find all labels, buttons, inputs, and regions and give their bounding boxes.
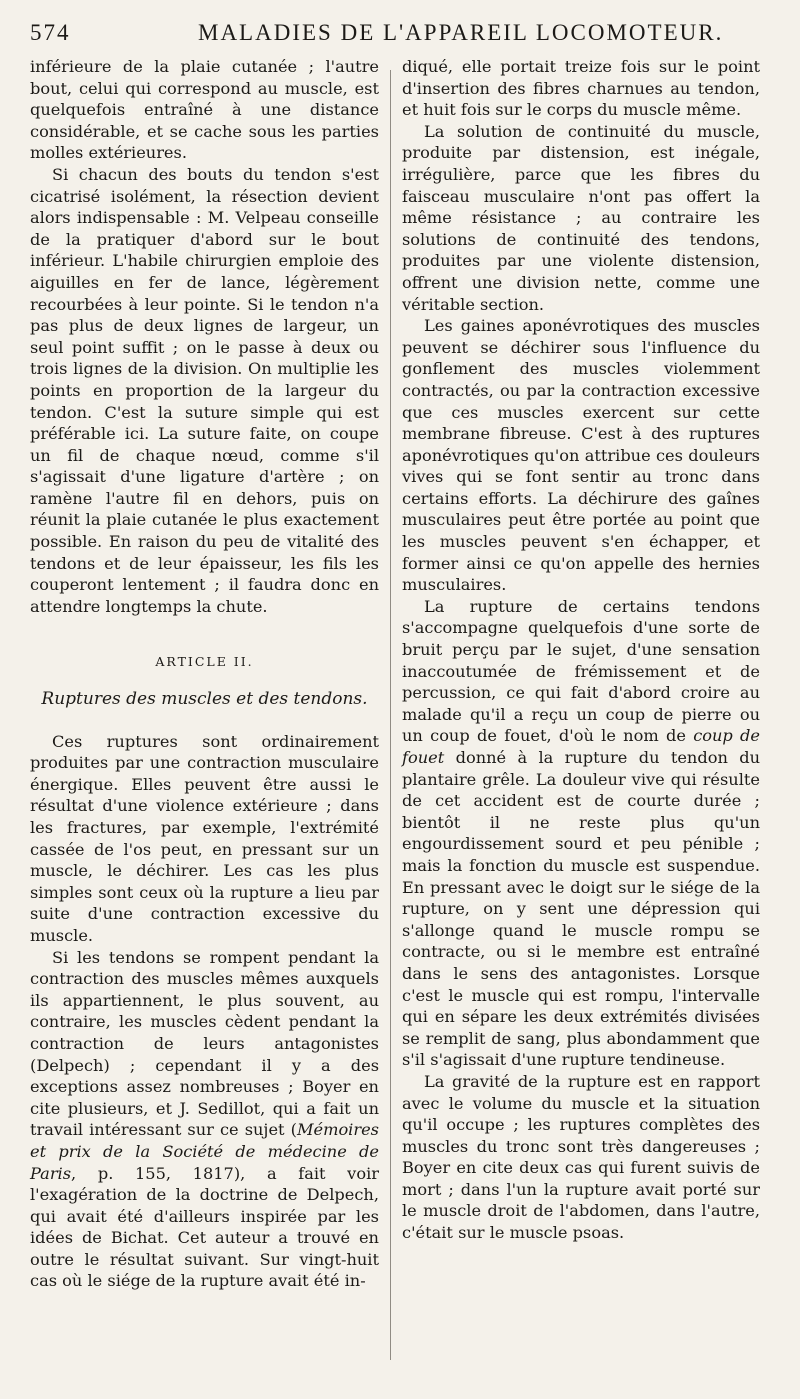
paragraph-text: , p. 155, 1817), a fait voir l'exagération de la doctrine de Delpech, qui avait été d'ailleurs inspirée par les idées de Bichat. Cet auteur a trouvé en outre le résultat suivant. Sur vingt-huit cas où le siége de la rupture avait été in- — [30, 1163, 379, 1291]
paragraph-text: donné à la rupture du tendon du plantaire grêle. La douleur vive qui résulte de cet accident est de courte durée ; bientôt il ne reste plus qu'un engourdissement sourd et peu pénible ; mais la fonction du muscle est suspendue. En pressant avec le doigt sur le siége de la rupture, on y sent une dépression qui s'allonge quand le muscle rompu se contracte, ou si le membre est entraîné dans le sens des antagonistes. Lorsque c'est le muscle qui est rompu, l'intervalle qui en sépare les deux extrémités divisées se remplit de sang, plus abondamment que s'il s'agissait d'une rupture tendineuse. — [402, 748, 760, 1070]
paragraph: inférieure de la plaie cutanée ; l'autre bout, celui qui correspond au muscle, est quelquefois entraîné à une distance considérable, et se cache sous les parties molles extérieures. — [30, 57, 379, 163]
section-title: Ruptures des muscles et des tendons. — [41, 689, 368, 710]
running-title: MALADIES DE L'APPAREIL LOCOMOTEUR. — [198, 20, 724, 45]
paragraph — [402, 596, 760, 1071]
right-column — [402, 56, 760, 1244]
page-header — [30, 20, 770, 50]
column-divider — [390, 70, 391, 1360]
paragraph: Ces ruptures sont ordinairement produites par une contraction musculaire énergique. Elles peuvent être aussi le résultat d'une violence extérieure ; dans les fractures, par exemple, l'extrémité cassée de l'os peut, en pressant sur un muscle, le déchirer. Les cas les plus simples sont ceux où la rupture a lieu par suite d'une contraction excessive du muscle. — [30, 731, 379, 945]
paragraph: diqué, elle portait treize fois sur le point d'insertion des fibres charnues au tendon, et huit fois sur le corps du muscle même. — [402, 57, 760, 120]
left-column — [30, 56, 379, 1292]
paragraph: La gravité de la rupture est en rapport avec le volume du muscle et la situation qu'il occupe ; les ruptures complètes des muscles du tronc sont très dangereuses ; Boyer en cite deux cas qui furent suivis de mort ; dans l'un la rupture avait porté sur le muscle droit de l'abdomen, dans l'autre, c'était sur le muscle psoas. — [402, 1071, 760, 1243]
article-label: ARTICLE II. — [155, 654, 254, 670]
paragraph-text: La rupture de certains tendons s'accompagne quelquefois d'une sorte de bruit perçu par le sujet, d'une sensation inaccoutumée de frémissement et de percussion, ce qui fait d'abord croire au malade qu'il a reçu un coup de pierre ou un coup de fouet, d'où le nom de — [402, 596, 760, 746]
paragraph — [30, 947, 379, 1293]
paragraph: La solution de continuité du muscle, produite par distension, est inégale, irrégulière, parce que les fibres du faisceau musculaire n'ont pas offert la même résistance ; au contraire les solutions de continuité des tendons, produites par une violente distension, offrent une division nette, comme une véritable section. — [402, 121, 760, 314]
page-number: 574 — [30, 20, 71, 45]
paragraph: Si chacun des bouts du tendon s'est cicatrisé isolément, la résection devient alors indispensable : M. Velpeau conseille de la pratiquer d'abord sur le bout inférieur. L'habile chirurgien emploie des aiguilles en fer de lance, légèrement recourbées à leur pointe. Si le tendon n'a pas plus de deux lignes de largeur, un seul point suffit ; on le passe à deux ou trois lignes de la division. On multiplie les points en proportion de la largeur du tendon. C'est la suture simple qui est préférable ici. La suture faite, on coupe un fil de chaque nœud, comme s'il s'agissait d'une ligature d'artère ; on ramène l'autre fil en dehors, puis on réunit la plaie cutanée le plus exactement possible. En raison du peu de vitalité des tendons et de leur épaisseur, les fils les couperont lentement ; il faudra donc en attendre longtemps la chute. — [30, 164, 379, 616]
italic-term: coup de fouet — [402, 726, 761, 767]
citation-title: Mémoires et prix de la Société de médecine de Paris — [30, 1120, 379, 1183]
paragraph-text: Si les tendons se rompent pendant la contraction des muscles mêmes auxquels ils appartiennent, le plus souvent, au contraire, les muscles cèdent pendant la contraction de leurs antagonistes (Delpech) ; cependant il y a des exceptions assez nombreuses ; Boyer en cite plusieurs, et J. Sedillot, qui a fait un travail intéressant sur ce sujet ( — [30, 947, 379, 1140]
paragraph: Les gaines aponévrotiques des muscles peuvent se déchirer sous l'influence du gonflement des muscles violemment contractés, ou par la contraction excessive que ces muscles exercent sur cette membrane fibreuse. C'est à des ruptures aponévrotiques qu'on attribue ces douleurs vives qui se font sentir au tronc dans certains efforts. La déchirure des gaînes musculaires peut être portée au point que les muscles peuvent s'en échapper, et former ainsi ce qu'on appelle des hernies musculaires. — [402, 316, 760, 595]
